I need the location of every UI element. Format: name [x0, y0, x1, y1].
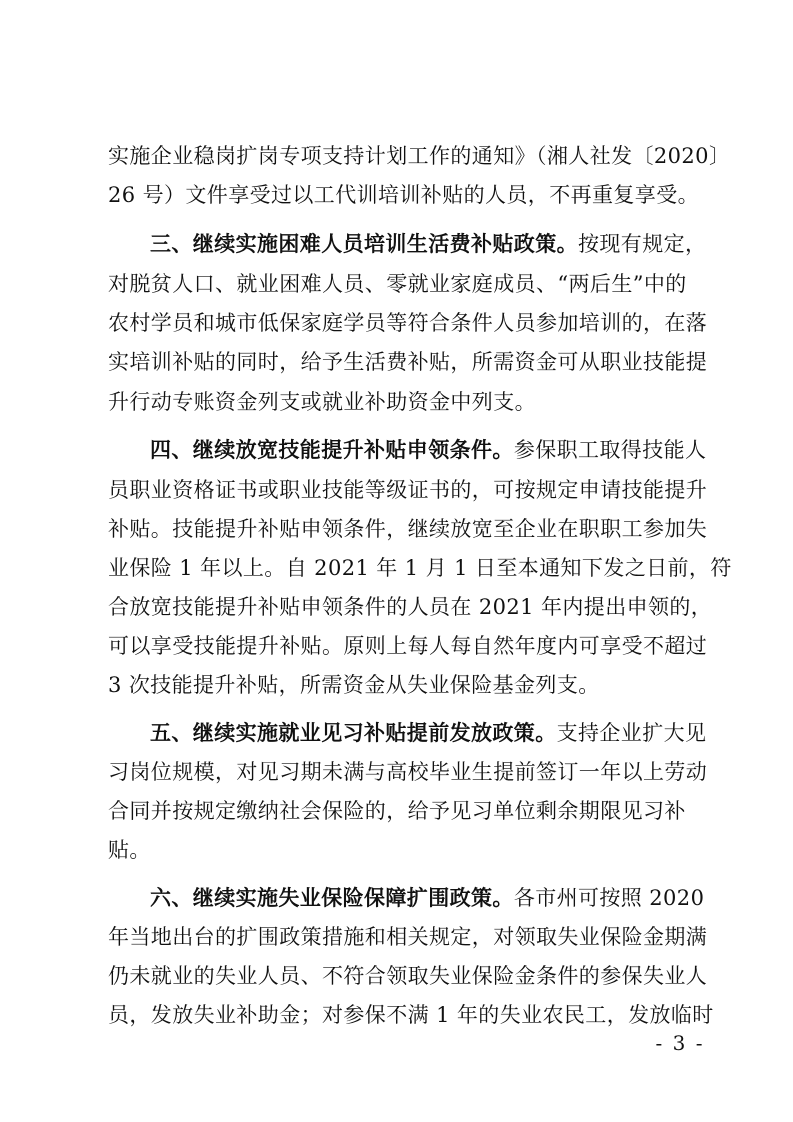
line-text: 合放宽技能提升补贴申领条件的人员在 2021 年内提出申领的， [108, 595, 713, 619]
section-four-heading: 四、继续放宽技能提升补贴申领条件。 [150, 437, 514, 462]
line-text: 参保职工取得技能人 [513, 438, 707, 462]
line-text: 按现有规定， [578, 232, 707, 256]
line-text: 可以享受技能提升补贴。原则上每人每自然年度内可享受不超过 [108, 634, 708, 658]
body-text-line [108, 793, 698, 829]
line-text: 补贴。技能提升补贴申领条件，继续放宽至企业在职职工参加失 [108, 517, 708, 541]
line-text: 3 次技能提升补贴，所需资金从失业保险基金列支。 [108, 673, 600, 697]
section-three-first-line [150, 226, 707, 262]
line-text: 合同并按规定缴纳社会保险的，给予见习单位剩余期限见习补 [108, 799, 686, 823]
body-text-line [108, 754, 708, 790]
body-text-line [108, 177, 698, 213]
line-text: 年当地出台的扩围政策措施和相关规定，对领取失业保险金期满 [108, 925, 708, 949]
body-text-line [108, 589, 713, 625]
line-text: 习岗位规模，对见习期未满与高校毕业生提前签订一年以上劳动 [108, 760, 708, 784]
line-text: 对脱贫人口、就业困难人员、零就业家庭成员、“两后生”中的 [108, 272, 687, 296]
body-text-line [108, 832, 698, 868]
section-five-heading: 五、继续实施就业见习补贴提前发放政策。 [150, 720, 557, 745]
line-text: 员，发放失业补助金；对参保不满 1 年的失业农民工，发放临时 [108, 1003, 714, 1027]
body-text-line [108, 384, 698, 420]
body-text-line [108, 511, 708, 547]
body-text-line [108, 919, 708, 955]
section-six-first-line [150, 880, 705, 916]
section-four-first-line [150, 432, 707, 468]
body-text-line [108, 628, 708, 664]
body-text-line [108, 305, 708, 341]
line-text: 员职业资格证书或职业技能等级证书的，可按规定申请技能提升 [108, 478, 708, 502]
page-number: - 3 - [655, 1031, 705, 1055]
line-text: 业保险 1 年以上。自 2021 年 1 月 1 日至本通知下发之日前，符 [108, 556, 732, 580]
line-text: 支持企业扩大见 [556, 721, 707, 745]
line-text: 26 号）文件享受过以工代训培训补贴的人员，不再重复享受。 [108, 183, 699, 207]
body-text-line [108, 667, 698, 703]
section-six-heading: 六、继续实施失业保险保障扩围政策。 [150, 885, 514, 910]
line-text: 贴。 [108, 838, 151, 862]
line-text: 实施企业稳岗扩岗专项支持计划工作的通知》（湘人社发〔2020〕 [108, 144, 731, 168]
body-text-line [108, 138, 731, 174]
body-text-line [108, 266, 698, 302]
body-text-line [108, 344, 708, 380]
line-text: 各市州可按照 2020 [513, 886, 705, 910]
body-text-line [108, 472, 708, 508]
line-text: 实培训补贴的同时，给予生活费补贴，所需资金可从职业技能提 [108, 350, 708, 374]
body-text-line [108, 958, 708, 994]
body-text-line [108, 550, 732, 586]
section-five-first-line [150, 715, 707, 751]
section-three-heading: 三、继续实施困难人员培训生活费补贴政策。 [150, 231, 578, 256]
body-text-line [108, 997, 714, 1033]
line-text: 仍未就业的失业人员、不符合领取失业保险金条件的参保失业人 [108, 964, 708, 988]
line-text: 升行动专账资金列支或就业补助资金中列支。 [108, 390, 536, 414]
line-text: 农村学员和城市低保家庭学员等符合条件人员参加培训的，在落 [108, 311, 708, 335]
